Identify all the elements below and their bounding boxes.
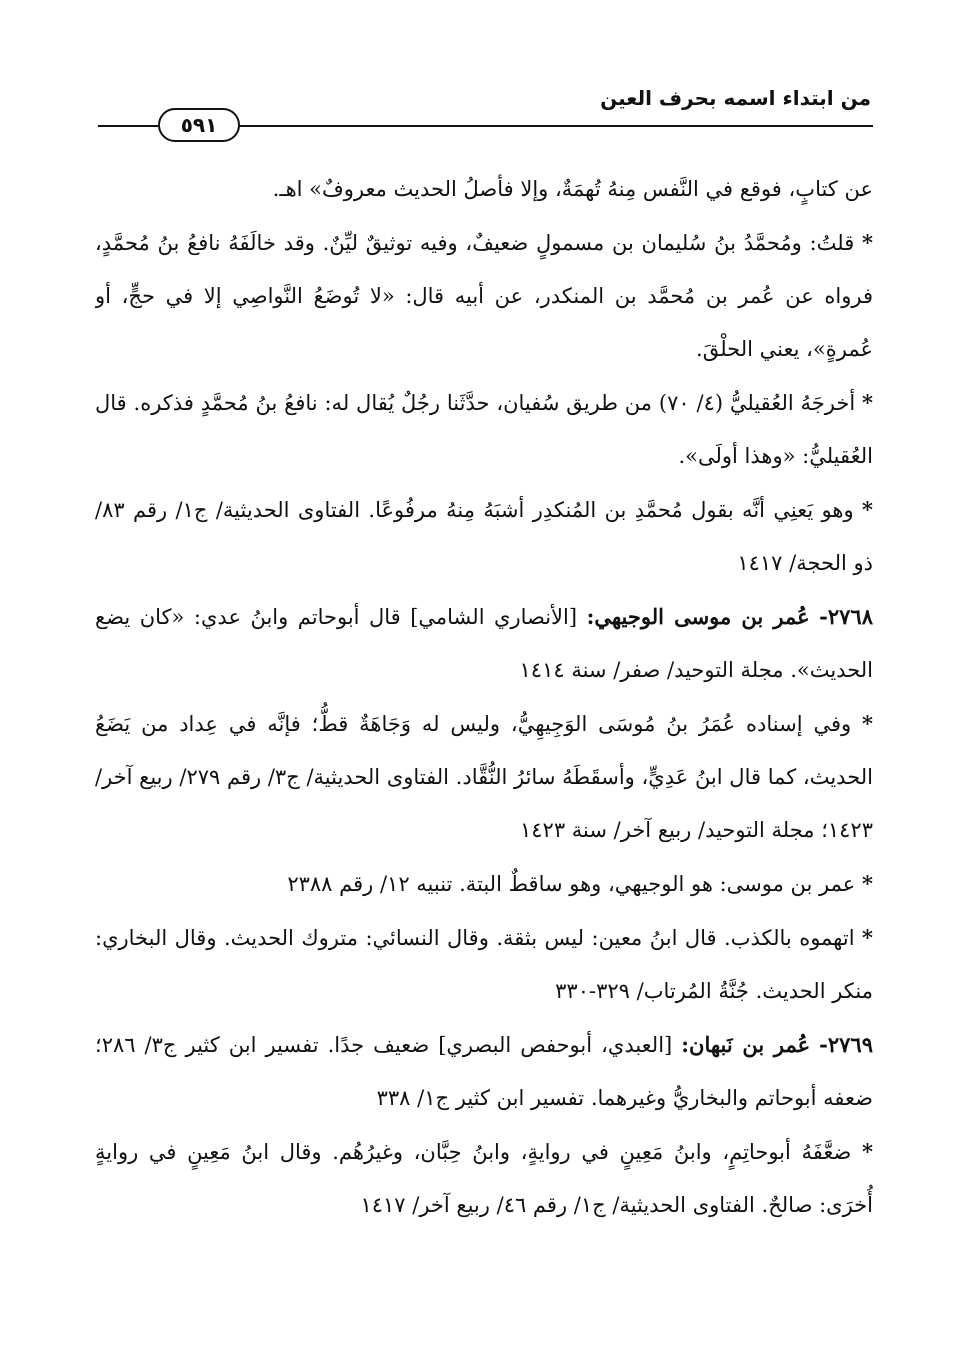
bullet-star: * [862,497,873,522]
bullet-star: * [862,390,873,415]
paragraph-text: عن كتابٍ، فوقع في النَّفس مِنهُ تُهمَةٌ، وإلا فأصلُ الحديث معروفٌ» اهـ. [272,177,873,201]
bullet-star: * [862,711,873,736]
paragraph-text: اتهموه بالكذب. قال ابنُ معين: ليس بثقة. وقال النسائي: متروك الحديث. وقال البخاري: منكر الحديث. جُنَّةُ المُرتاب/ ٣٢٩-٣٣٠ [95,926,873,1003]
paragraph-text: قلتُ: ومُحمَّدُ بنُ سُليمان بن مسمولٍ ضعيفٌ، وفيه توثيقٌ ليِّنٌ. وقد خالَفَهُ نافعُ بنُ مُحمَّدٍ، فرواه عن عُمر بن مُحمَّد بن المنكدر، عن أبيه قال: «لا تُوضَعُ النَّواصِي إلا في حجٍّ، أو عُمرةٍ»، يعني الحلْقَ. [95,231,873,361]
paragraph [95,163,873,216]
paragraph-text: [العبدي، أبوحفص البصري] ضعيف جدًا. تفسير ابن كثير ج٣/ ٢٨٦؛ ضعفه أبوحاتم والبخاريُّ وغيرهما. تفسير ابن كثير ج١/ ٣٣٨ [95,1033,873,1110]
paragraph-text: أخرجَهُ العُقيليُّ (٤/ ٧٠) من طريق سُفيان، حدَّثَنا رجُلٌ يُقال له: نافعُ بنُ مُحمَّدٍ فذكره. قال العُقيليُّ: «وهذا أولَى». [95,391,873,468]
paragraph-text: وفي إسناده عُمَرُ بنُ مُوسَى الوَجِيهِيُّ، وليس له وَجَاهَةٌ قطُّ؛ فإنَّه في عِداد من يَضَعُ الحديث، كما قال ابنُ عَدِيٍّ، وأسقَطَهُ سائرُ النُّقَّاد. الفتاوى الحديثية/ ج٣/ رقم ٢٧٩/ ربيع آخر/ ١٤٢٣؛ مجلة التوحيد/ ربيع آخر/ سنة ١٤٢٣ [95,712,873,842]
paragraph [95,376,873,483]
page-number: ٥٩١ [158,108,240,142]
running-title: من ابتداء اسمه بحرف العين [600,86,871,110]
paragraph [95,1125,873,1232]
entry-number: ٢٧٦٨- [819,604,873,629]
paragraph-text: [الأنصاري الشامي] قال أبوحاتم وابنُ عدي: «كان يضع الحديث». مجلة التوحيد/ صفر/ سنة ١٤١٤ [95,605,873,682]
body-text [95,163,873,1283]
entry-name: عُمر بن نَبهان: [681,1032,811,1057]
bullet-star: * [862,871,873,896]
bullet-star: * [862,925,873,950]
entry-number: ٢٧٦٩- [819,1032,873,1057]
paragraph [95,857,873,911]
bullet-star: * [862,230,873,255]
paragraph [95,483,873,590]
entry-name: عُمر بن موسى الوجيهي: [586,604,810,629]
paragraph [95,911,873,1018]
paragraph-text: عمر بن موسى: هو الوجيهي، وهو ساقطٌ البتة. تنبيه ١٢/ رقم ٢٣٨٨ [287,872,856,896]
entry-paragraph [95,1018,873,1125]
entry-paragraph [95,590,873,697]
paragraph-text: ضعَّفَهُ أبوحاتِمٍ، وابنُ مَعِينٍ في روايةٍ، وابنُ حِبَّان، وغيرُهُم. وقال ابنُ مَعِينٍ في روايةٍ أُخرَى: صالحٌ. الفتاوى الحديثية/ ج١/ رقم ٤٦/ ربيع آخر/ ١٤١٧ [95,1140,873,1217]
bullet-star: * [862,1139,873,1164]
paragraph [95,697,873,857]
paragraph [95,216,873,376]
paragraph-text: وهو يَعنِي أنَّه بقول مُحمَّدِ بن المُنكدِر أشبَهُ مِنهُ مرفُوعًا. الفتاوى الحديثية/ ج١/ رقم ٨٣/ ذو الحجة/ ١٤١٧ [95,498,873,575]
